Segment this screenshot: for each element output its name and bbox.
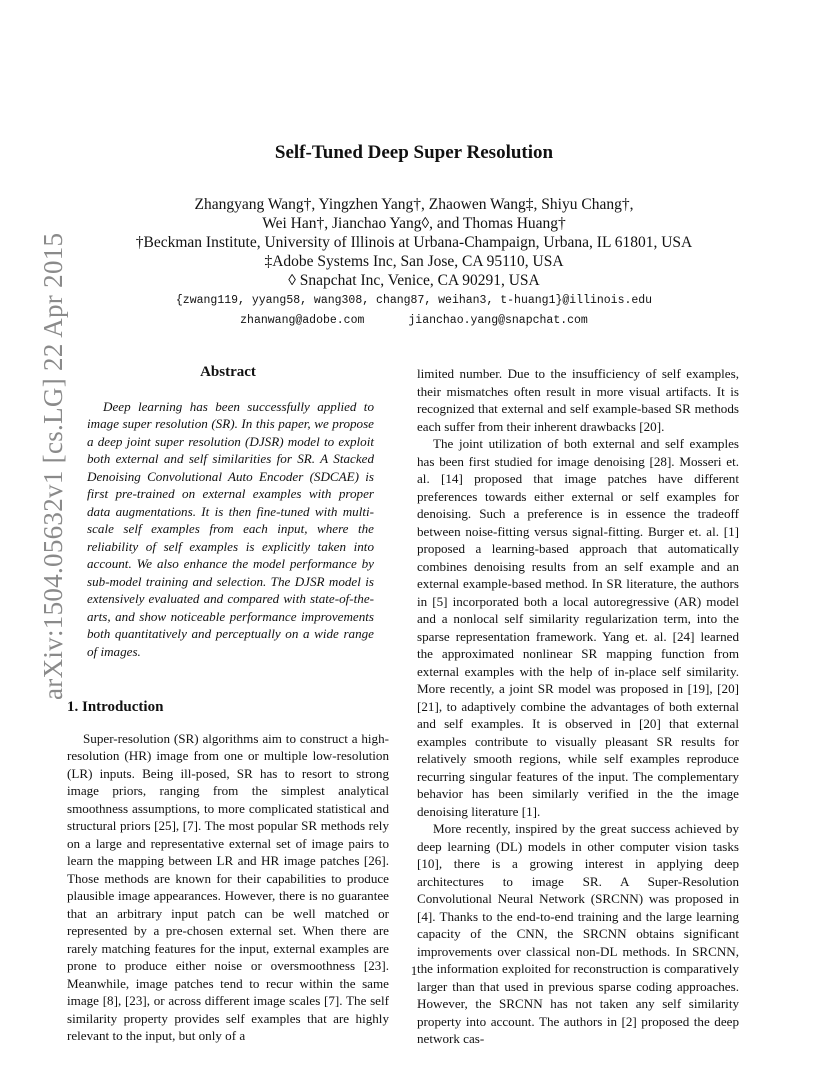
author-line-1: Zhangyang Wang†, Yingzhen Yang†, Zhaowen Wang‡, Shiyu Chang†, bbox=[194, 196, 634, 213]
email-block bbox=[60, 291, 768, 331]
right-paragraph-1: limited number. Due to the insufficiency of self examples, their mismatches often result in more visual artifacts. It is recognized that external and self example-based SR methods each suffer from their inherent drawbacks [20]. bbox=[417, 366, 739, 434]
page-number: 1 bbox=[410, 963, 418, 978]
right-paragraph-3: More recently, inspired by the great success achieved by deep learning (DL) models in other computer vision tasks [10], there is a growing interest in applying deep architectures to image SR. A Super-Resolution Convolutional Neural Network (SRCNN) was proposed in [4]. Thanks to the end-to-end training and the large learning capacity of the CNN, the SRCNN obtains significant improvements over classical non-DL methods. In SRCNN, the information exploited for reconstruction is comparatively larger than that used in previous sparse coding approaches. However, the SRCNN has not taken any self similarity property into account. The authors in [2] proposed the deep network cas- bbox=[417, 821, 739, 1046]
affiliation-snapchat: ◊ Snapchat Inc, Venice, CA 90291, USA bbox=[288, 272, 540, 289]
left-column bbox=[67, 362, 389, 1045]
affiliation-adobe: ‡Adobe Systems Inc, San Jose, CA 95110, USA bbox=[264, 253, 564, 270]
author-line-2: Wei Han†, Jianchao Yang◊, and Thomas Huang† bbox=[262, 215, 566, 232]
section-heading-introduction: 1. Introduction bbox=[67, 699, 164, 715]
abstract-heading: Abstract bbox=[200, 364, 256, 380]
abstract-text: Deep learning has been successfully applied to image super resolution (SR). In this paper, we propose a deep joint super resolution (DJSR) model to exploit both external and self similarities for SR. A Stacked Denoising Convolutional Auto Encoder (SDCAE) is first pre-trained on external examples with proper data augmentations. It is then fine-tuned with multi-scale self examples from each input, where the reliability of self examples is explicitly taken into account. We also enhance the model performance by sub-model training and selection. The DJSR model is extensively evaluated and compared with state-of-the-arts, and show noticeable performance improvements both quantitatively and perceptually on a wide range of images. bbox=[87, 398, 374, 659]
arxiv-stamp: arXiv:1504.05632v1 [cs.LG] 22 Apr 2015 bbox=[38, 232, 68, 700]
paper-title: Self-Tuned Deep Super Resolution bbox=[274, 142, 554, 163]
right-paragraph-2: The joint utilization of both external and self examples has been first studied for image denoising [28]. Mosseri et. al. [14] proposed that image patches have different preferences towards either external or self examples for denoising. Such a preference is in essence the tradeoff between noise-fitting versus signal-fitting. Burger et. al. [1] proposed a learning-based approach that automatically combines denoising results from an self example and an external example-based method. In SR literature, the authors in [5] incorporated both a local autoregressive (AR) model and a nonlocal self similarity regularization term, into the sparse representation framework. Yang et. al. [24] learned the approximated nonlinear SR mapping function from external examples with the help of in-place self similarity. More recently, a joint SR model was proposed in [19], [20] [21], to adaptively combine the advantages of both external and self examples. It is observed in [20] that external examples contribute to visually pleasant SR results for relatively smooth regions, while self examples reproduce recurring singular features of the input. The complementary behavior has been similarly verified in the the image denoising literature [1]. bbox=[417, 436, 739, 819]
right-column bbox=[417, 365, 739, 1048]
author-block bbox=[60, 195, 768, 290]
email-snapchat: jianchao.yang@snapchat.com bbox=[408, 314, 588, 327]
email-adobe: zhanwang@adobe.com bbox=[240, 314, 365, 327]
intro-paragraph-1: Super-resolution (SR) algorithms aim to construct a high-resolution (HR) image from one or multiple low-resolution (LR) inputs. Being ill-posed, SR has to resort to strong image priors, ranging from the simplest analytical smoothness assumptions, to more complicated statistical and structural priors [25], [7]. The most popular SR methods rely on a large and representative external set of image pairs to learn the mapping between LR and HR image patches [26]. Those methods are known for their capabilities to produce plausible image appearances. However, there is no guarantee that an arbitrary input patch can be well matched or represented by a pre-chosen external set. When there are rarely matching features for the input, external examples are prone to produce either noise or oversmoothness [23]. Meanwhile, image patches tend to recur within the same image [8], [23], or across different image scales [7]. The self similarity property provides self examples that are highly relevant to the input, but only of a bbox=[67, 730, 389, 1043]
email-illinois: {zwang119, yyang58, wang308, chang87, weihan3, t-huang1}@illinois.edu bbox=[175, 294, 653, 307]
affiliation-illinois: †Beckman Institute, University of Illinois at Urbana-Champaign, Urbana, IL 61801, USA bbox=[135, 234, 693, 251]
